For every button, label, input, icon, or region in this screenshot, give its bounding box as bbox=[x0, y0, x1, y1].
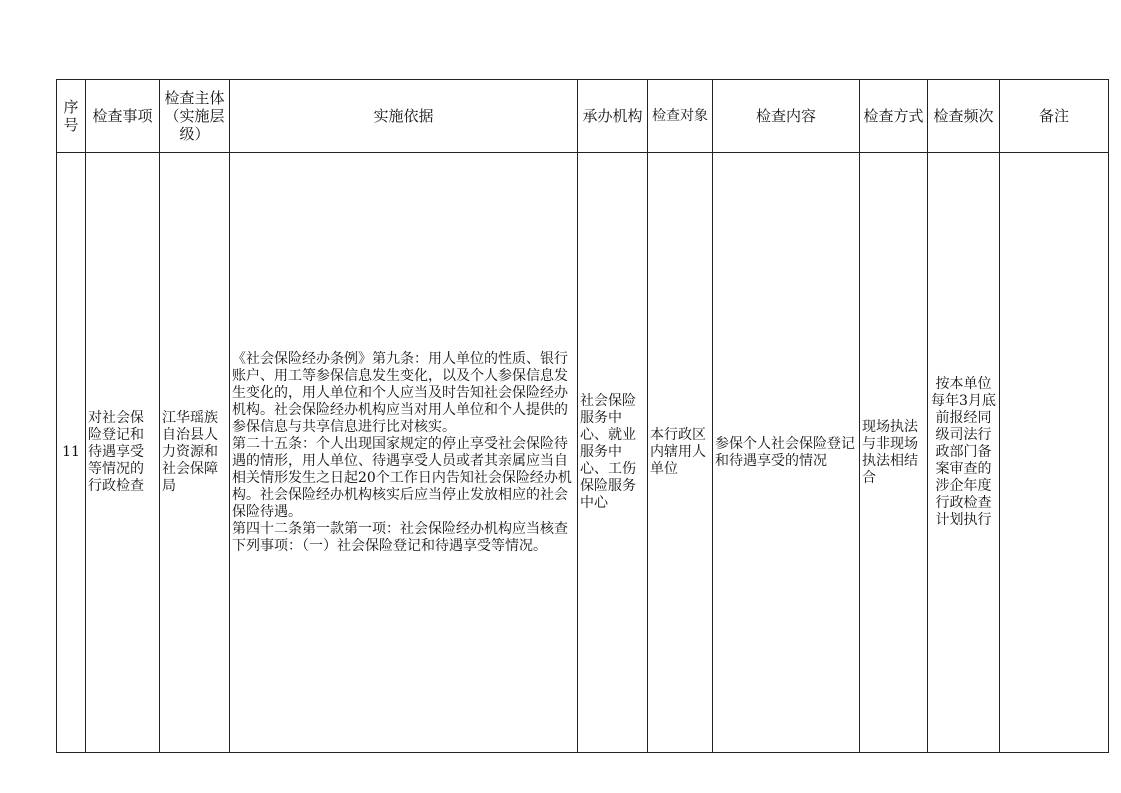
basis-paragraph: 第二十五条：个人出现国家规定的停止享受社会保险待遇的情形，用人单位、待遇享受人员或者其亲属应当自相关情形发生之日起20个工作日内告知社会保险经办机构。社会保险经办机构核实后应当停止发放相应的社会保险待遇。 bbox=[232, 435, 572, 520]
basis-paragraph: 第四十二条第一款第一项：社会保险经办机构应当核查下列事项：（一）社会保险登记和待遇享受等情况。 bbox=[232, 520, 568, 554]
header-target: 检查对象 bbox=[648, 80, 713, 153]
cell-agency: 社会保险服务中心、就业服务中心、工伤保险服务中心 bbox=[578, 153, 648, 753]
header-method: 检查方式 bbox=[860, 80, 928, 153]
cell-target: 本行政区内辖用人单位 bbox=[648, 153, 713, 753]
cell-method: 现场执法与非现场执法相结合 bbox=[860, 153, 928, 753]
header-agency: 承办机构 bbox=[578, 80, 648, 153]
cell-remarks bbox=[1000, 153, 1109, 753]
cell-content: 参保个人社会保险登记和待遇享受的情况 bbox=[713, 153, 860, 753]
inspection-table bbox=[56, 79, 1109, 753]
table-header-row bbox=[57, 80, 1109, 153]
header-frequency: 检查频次 bbox=[928, 80, 1000, 153]
header-basis: 实施依据 bbox=[230, 80, 578, 153]
basis-paragraph: 《社会保险经办条例》第九条：用人单位的性质、银行账户、用工等参保信息发生变化，以及个人参保信息发生变化的，用人单位和个人应当及时告知社会保险经办机构。社会保险经办机构应当对用人单位和个人提供的参保信息与共享信息进行比对核实。 bbox=[232, 350, 568, 435]
table-row bbox=[57, 153, 1109, 753]
header-item: 检查事项 bbox=[86, 80, 160, 153]
cell-index: 11 bbox=[57, 153, 86, 753]
header-index: 序号 bbox=[57, 80, 86, 153]
header-subject: 检查主体（实施层级） bbox=[160, 80, 230, 153]
cell-subject: 江华瑶族自治县人力资源和社会保障局 bbox=[160, 153, 230, 753]
cell-frequency: 按本单位每年3月底前报经同级司法行政部门备案审查的涉企年度行政检查计划执行 bbox=[928, 153, 1000, 753]
header-content: 检查内容 bbox=[713, 80, 860, 153]
cell-item: 对社会保险登记和待遇享受等情况的行政检查 bbox=[86, 153, 160, 753]
cell-basis bbox=[230, 153, 578, 753]
header-remarks: 备注 bbox=[1000, 80, 1109, 153]
